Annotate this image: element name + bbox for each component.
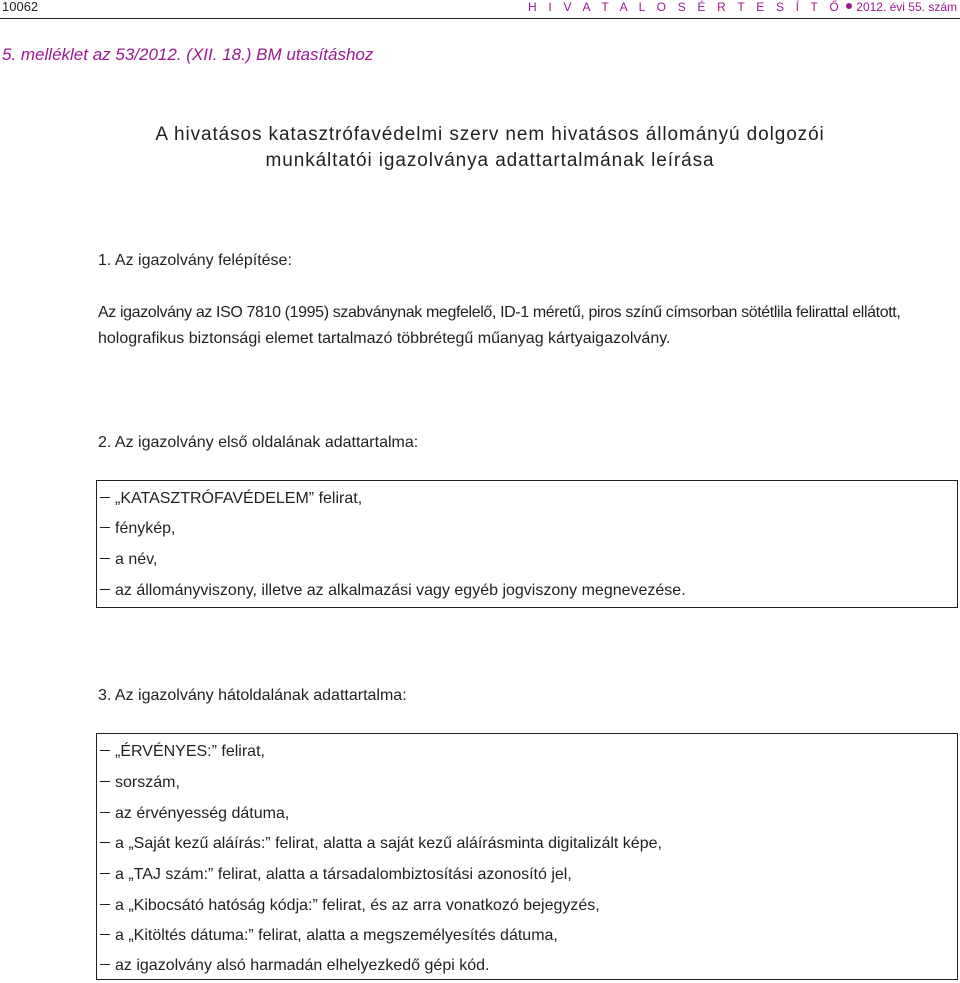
list-item [100, 865, 572, 885]
list-item [100, 742, 265, 762]
list-item [100, 773, 180, 793]
list-item-text: a „Kibocsátó hatóság kódja:” felirat, és az arra vonatkozó bejegyzés, [115, 897, 600, 914]
list-item [100, 550, 157, 570]
list-item-text: sorszám, [115, 774, 180, 791]
dash-icon [100, 781, 110, 782]
back-side-content-box [96, 733, 958, 980]
document-title-line-2: munkáltatói igazolványa adattartalmának leírása [265, 150, 715, 171]
publication-name: H I V A T A L O S É R T E S Í T Ő [528, 0, 843, 14]
section-2-heading: 2. Az igazolvány első oldalának adattartalma: [98, 434, 419, 451]
dash-icon [100, 812, 110, 813]
dash-icon [100, 964, 110, 965]
section-1-text-line-1: Az igazolvány az ISO 7810 (1995) szabványnak megfelelő, ID-1 méretű, piros színű címsorban sötétlila felirattal ellátott, [98, 304, 901, 321]
issue-label: 2012. évi 55. szám [856, 0, 957, 14]
bullet-dot-icon [846, 3, 852, 9]
list-item-text: fénykép, [115, 520, 176, 537]
document-title-line-1: A hivatásos katasztrófavédelmi szerv nem hivatásos állományú dolgozói [155, 124, 825, 145]
list-item-text: az állományviszony, illetve az alkalmazási vagy egyéb jogviszony megnevezése. [115, 582, 686, 599]
list-item-text: az érvényesség dátuma, [115, 805, 290, 822]
section-3-heading: 3. Az igazolvány hátoldalának adattartalma: [98, 687, 407, 704]
dash-icon [100, 527, 110, 528]
list-item [100, 581, 686, 601]
list-item [100, 926, 558, 946]
dash-icon [100, 934, 110, 935]
section-1-text-line-2: holografikus biztonsági elemet tartalmazó többrétegű műanyag kártyaigazolvány. [98, 330, 671, 347]
list-item-text: a „TAJ szám:” felirat, alatta a társadalombiztosítási azonosító jel, [115, 866, 572, 883]
annex-reference: 5. melléklet az 53/2012. (XII. 18.) BM utasításhoz [2, 45, 374, 64]
list-item [100, 519, 175, 539]
front-side-content-box [96, 480, 958, 608]
list-item [100, 896, 600, 916]
dash-icon [100, 904, 110, 905]
dash-icon [100, 750, 110, 751]
dash-icon [100, 558, 110, 559]
list-item [100, 804, 289, 824]
list-item-text: a név, [115, 551, 158, 568]
running-head [528, 0, 957, 14]
dash-icon [100, 873, 110, 874]
section-1-heading: 1. Az igazolvány felépítése: [98, 252, 292, 269]
page-number: 10062 [2, 0, 39, 14]
list-item [100, 834, 662, 854]
list-item [100, 489, 362, 509]
list-item [100, 956, 489, 976]
list-item-text: az igazolvány alsó harmadán elhelyezkedő gépi kód. [115, 957, 490, 974]
list-item-text: „KATASZTRÓFAVÉDELEM” felirat, [115, 490, 363, 507]
list-item-text: „ÉRVÉNYES:” felirat, [115, 743, 265, 760]
dash-icon [100, 589, 110, 590]
list-item-text: a „Kitöltés dátuma:” felirat, alatta a megszemélyesítés dátuma, [115, 927, 558, 944]
header-divider [0, 18, 960, 19]
list-item-text: a „Saját kezű aláírás:” felirat, alatta a saját kezű aláírásminta digitalizált képe, [115, 835, 662, 852]
dash-icon [100, 497, 110, 498]
dash-icon [100, 842, 110, 843]
